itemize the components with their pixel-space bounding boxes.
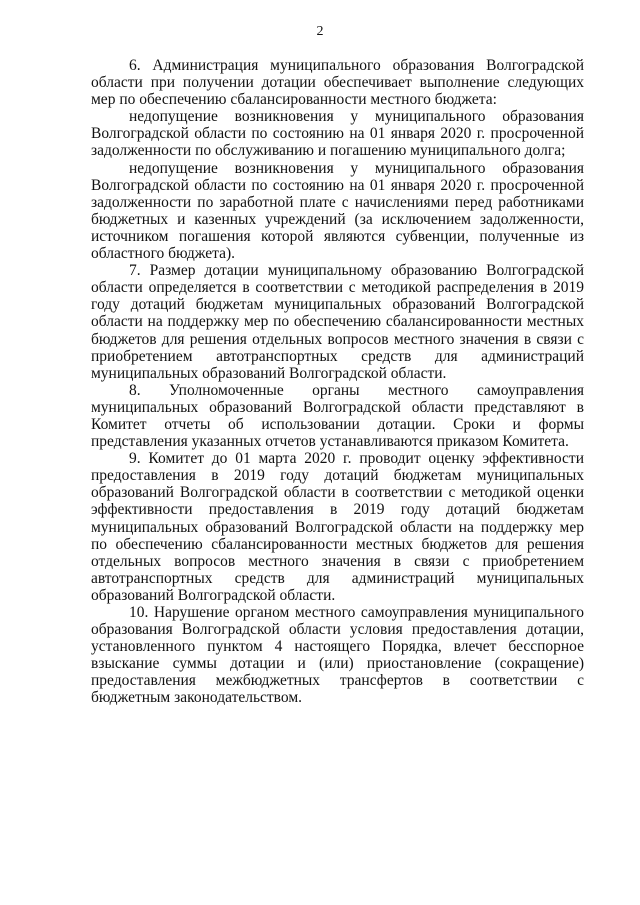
paragraph-6-measure-salary: недопущение возникновения у муниципального образования Волгоградской области по состоянию на 01 января 2020 г. просроченной задолженности по заработной плате с начислениями перед работниками бюджетных и казенных учреждений (за исключением задолженности, источником погашения которой являются субвенции, полученные из областного бюджета). — [91, 159, 584, 263]
paragraph-6-measure-debt: недопущение возникновения у муниципального образования Волгоградской области по состоянию на 01 января 2020 г. просроченной задолженности по обслуживанию и погашению муниципального долга; — [91, 108, 584, 160]
paragraph-7: 7. Размер дотации муниципальному образованию Волгоградской области определяется в соответствии с методикой распределения в 2019 году дотаций бюджетам муниципальных образований Волгоградской области на поддержку мер по обеспечению сбалансированности местных бюджетов для решения отдельных вопросов местного значения в связи с приобретением автотранспортных средств для администраций муниципальных образований Волгоградской области. — [91, 262, 584, 382]
paragraph-10: 10. Нарушение органом местного самоуправления муниципального образования Волгоградской области условия предоставления дотации, установленного пунктом 4 настоящего Порядка, влечет бесспорное взыскание суммы дотации и (или) приостановление (сокращение) предоставления межбюджетных трансфертов в соответствии с бюджетным законодательством. — [91, 604, 584, 707]
paragraph-8: 8. Уполномоченные органы местного самоуправления муниципальных образований Волгоградской области представляют в Комитет отчеты об использовании дотации. Сроки и формы представления указанных отчетов устанавливаются приказом Комитета. — [91, 381, 584, 451]
paragraph-6-intro: 6. Администрация муниципального образования Волгоградской области при получении дотации обеспечивает выполнение следующих мер по обеспечению сбалансированности местного бюджета: — [91, 57, 584, 109]
document-body — [91, 57, 584, 707]
page-number: 2 — [316, 24, 324, 39]
paragraph-9: 9. Комитет до 01 марта 2020 г. проводит оценку эффективности предоставления в 2019 году дотаций бюджетам муниципальных образований Волгоградской области в соответствии с методикой оценки эффективности предоставления в 2019 году дотаций бюджетам муниципальных образований Волгоградской области на поддержку мер по обеспечению сбалансированности местных бюджетов для решения отдельных вопросов местного значения в связи с приобретением автотранспортных средств для администраций муниципальных образований Волгоградской области. — [91, 450, 584, 604]
